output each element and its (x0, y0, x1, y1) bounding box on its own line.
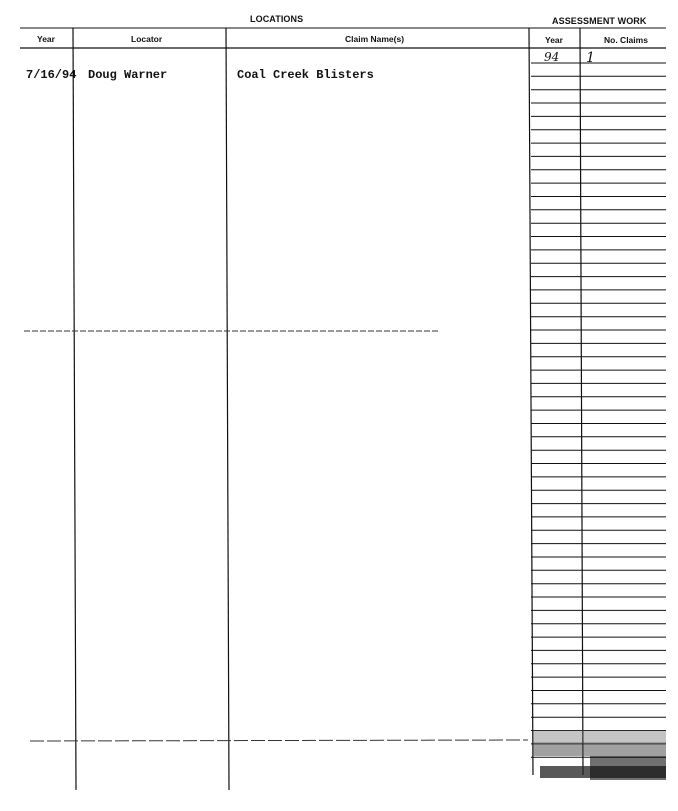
assessment-year-column-header: Year (545, 35, 563, 45)
entry-date: 7/16/94 (26, 68, 77, 82)
assessment-count-handwritten: 1 (586, 50, 595, 66)
year-column-header: Year (37, 34, 55, 44)
entry-claim-name: Coal Creek Blisters (237, 68, 374, 82)
entry-locator: Doug Warner (88, 68, 168, 82)
assessment-year-handwritten: 94 (544, 50, 560, 64)
locator-column-header: Locator (131, 34, 163, 44)
no-claims-column-header: No. Claims (604, 35, 648, 45)
locations-header: LOCATIONS (250, 14, 304, 24)
claim-names-column-header: Claim Name(s) (345, 34, 405, 44)
assessment-work-header: ASSESSMENT WORK (552, 16, 647, 26)
